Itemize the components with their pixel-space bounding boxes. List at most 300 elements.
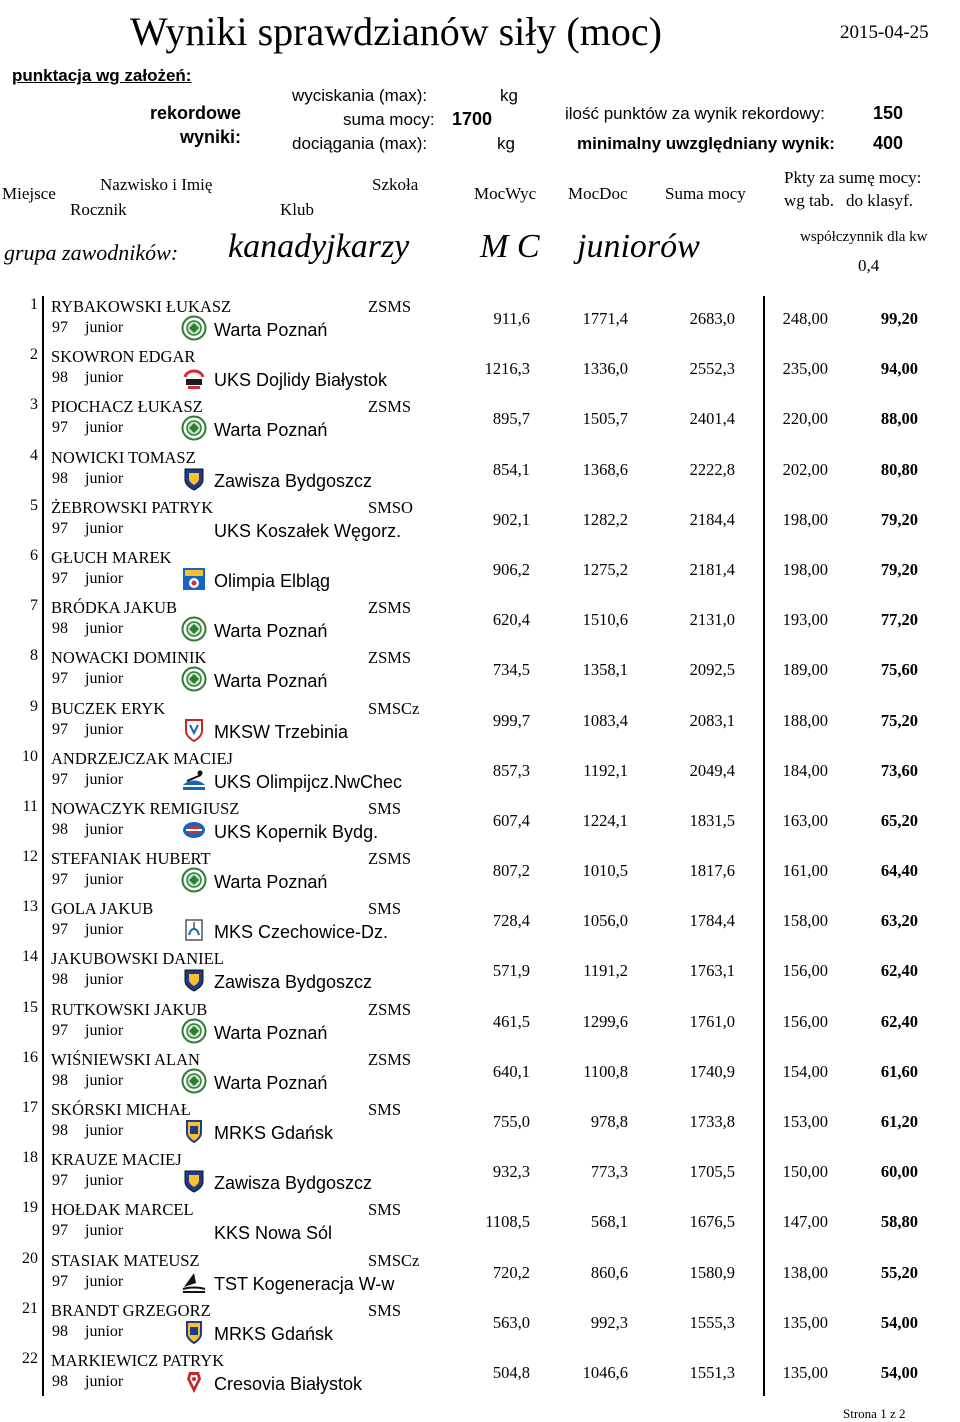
row-school: SMS <box>368 1200 402 1220</box>
row-points-klasyf: 62,40 <box>880 961 918 981</box>
row-school: ZSMS <box>368 648 412 668</box>
sum-label: suma mocy: <box>343 110 435 129</box>
table-row <box>0 1149 960 1199</box>
row-school: SMS <box>368 798 402 818</box>
row-club: UKS Olimpijcz.NwChec <box>214 771 403 792</box>
row-sum: 1784,4 <box>689 911 735 931</box>
row-points-tab: 158,00 <box>782 911 828 931</box>
col-club: Klub <box>280 200 314 219</box>
row-year: 98 <box>52 1322 68 1340</box>
row-place: 14 <box>22 948 38 966</box>
row-year: 98 <box>52 620 68 638</box>
row-place: 19 <box>22 1199 38 1217</box>
row-place: 5 <box>30 496 38 514</box>
row-mocwyc: 504,8 <box>492 1362 530 1382</box>
row-place: 18 <box>22 1149 38 1167</box>
row-category: junior <box>85 1021 124 1039</box>
row-mocwyc: 895,7 <box>492 409 530 429</box>
row-points-tab: 156,00 <box>782 1011 828 1031</box>
row-mocdoc: 1368,6 <box>582 459 628 479</box>
row-category: junior <box>85 921 124 939</box>
row-category: junior <box>85 369 124 387</box>
table-row <box>0 497 960 547</box>
row-points-klasyf: 79,20 <box>880 509 918 529</box>
row-name: RYBAKOWSKI ŁUKASZ <box>51 297 232 316</box>
row-club: TST Kogeneracja W-w <box>214 1273 395 1294</box>
coefficient-label: współczynnik dla kw <box>800 229 928 245</box>
row-category: junior <box>85 620 124 638</box>
row-school: SMS <box>368 899 402 919</box>
row-mocdoc: 1275,2 <box>582 559 628 579</box>
row-club: Warta Poznań <box>214 420 328 441</box>
row-name: GŁUCH MAREK <box>51 547 172 567</box>
group-category: M C <box>480 228 540 265</box>
row-category: junior <box>85 419 124 437</box>
table-row <box>0 447 960 497</box>
row-name: SKOWRON EDGAR <box>51 347 196 367</box>
row-place: 8 <box>30 647 38 665</box>
row-mocdoc: 1224,1 <box>582 810 628 830</box>
row-category: junior <box>85 770 124 788</box>
table-row <box>0 1350 960 1400</box>
row-points-tab: 135,00 <box>782 1362 828 1382</box>
row-year: 97 <box>52 419 68 437</box>
row-mocdoc: 1299,6 <box>582 1011 628 1031</box>
row-category: junior <box>85 1172 124 1190</box>
mrks-gdansk-logo-icon <box>181 1118 207 1144</box>
row-year: 98 <box>52 971 68 989</box>
row-category: junior <box>85 319 124 336</box>
row-points-klasyf: 63,20 <box>880 911 918 931</box>
row-mocwyc: 461,5 <box>492 1011 530 1031</box>
table-row <box>0 1049 960 1099</box>
row-category: junior <box>85 569 124 587</box>
row-name: ŻEBROWSKI PATRYK <box>51 497 214 517</box>
min-result-value: 400 <box>873 133 904 153</box>
row-year: 97 <box>52 670 68 688</box>
row-club: UKS Kopernik Bydg. <box>214 821 379 842</box>
row-club: Cresovia Białystok <box>214 1373 363 1394</box>
row-mocwyc: 911,6 <box>493 309 530 328</box>
record-points-value: 150 <box>873 103 904 123</box>
row-points-klasyf: 54,00 <box>880 1362 918 1382</box>
row-sum: 1831,5 <box>689 810 735 830</box>
row-points-klasyf: 79,20 <box>880 559 918 579</box>
table-row <box>0 948 960 998</box>
row-points-klasyf: 58,80 <box>880 1212 918 1232</box>
row-school: ZSMS <box>368 999 412 1019</box>
row-sum: 1580,9 <box>689 1262 735 1282</box>
row-club: KKS Nowa Sól <box>214 1223 333 1244</box>
row-name: BUCZEK ERYK <box>51 698 166 718</box>
row-points-tab: 235,00 <box>782 359 828 379</box>
row-category: junior <box>85 971 124 989</box>
row-points-tab: 147,00 <box>782 1212 828 1232</box>
row-mocdoc: 1336,0 <box>582 359 628 379</box>
row-mocwyc: 1216,3 <box>484 359 530 379</box>
row-place: 12 <box>22 848 38 866</box>
page-title: Wyniki sprawdzianów siły (moc) <box>130 9 662 54</box>
deadlift-label: dociągania (max): <box>292 134 428 153</box>
row-place: 2 <box>30 346 38 364</box>
row-year: 97 <box>52 519 68 537</box>
row-category: junior <box>85 469 124 487</box>
mksw-logo-icon <box>181 717 207 743</box>
warta-poznan-logo-icon <box>181 1068 207 1094</box>
row-category: junior <box>85 1372 124 1390</box>
row-sum: 2092,5 <box>689 660 735 680</box>
row-school: ZSMS <box>368 397 412 417</box>
row-category: junior <box>85 1071 124 1089</box>
row-mocwyc: 620,4 <box>492 610 530 630</box>
row-place: 16 <box>22 1048 38 1066</box>
row-points-klasyf: 54,00 <box>880 1312 918 1332</box>
row-mocdoc: 1046,6 <box>582 1362 628 1382</box>
warta-poznan-logo-icon <box>181 315 207 341</box>
row-sum: 2222,8 <box>689 459 735 479</box>
row-year: 97 <box>52 1272 68 1290</box>
row-club: UKS Koszałek Węgorz. <box>214 520 402 541</box>
row-points-tab: 163,00 <box>782 810 828 830</box>
row-sum: 1763,1 <box>689 961 735 981</box>
row-sum: 2049,4 <box>689 760 735 780</box>
table-row <box>0 296 960 346</box>
row-mocdoc: 1083,4 <box>582 710 628 730</box>
row-sum: 1740,9 <box>689 1061 735 1081</box>
row-year: 98 <box>52 1122 68 1139</box>
row-club: Olimpia Elbląg <box>214 570 331 591</box>
row-club: Warta Poznań <box>214 872 328 893</box>
date: 2015-04-25 <box>840 22 929 43</box>
row-mocwyc: 755,0 <box>492 1112 530 1131</box>
row-sum: 1705,5 <box>689 1162 735 1182</box>
row-mocwyc: 607,4 <box>492 810 530 830</box>
row-category: junior <box>85 670 124 688</box>
row-year: 97 <box>52 921 68 939</box>
row-name: NOWICKI TOMASZ <box>51 447 196 467</box>
row-category: junior <box>85 820 124 838</box>
olimpia-logo-icon <box>181 566 207 592</box>
row-name: MARKIEWICZ PATRYK <box>51 1350 225 1370</box>
col-sum: Suma mocy <box>665 184 746 203</box>
row-points-tab: 138,00 <box>782 1262 828 1282</box>
warta-poznan-logo-icon <box>181 415 207 441</box>
row-points-tab: 156,00 <box>782 961 828 981</box>
row-sum: 1551,3 <box>689 1362 735 1382</box>
row-name: BRÓDKA JAKUB <box>51 598 178 618</box>
table-row <box>0 999 960 1049</box>
group-age: juniorów <box>577 228 700 265</box>
row-points-klasyf: 75,60 <box>880 660 918 680</box>
col-wg-tab: wg tab. <box>784 191 835 210</box>
table-row <box>0 798 960 848</box>
row-place: 21 <box>22 1299 38 1317</box>
row-name: GOLA JAKUB <box>51 899 154 919</box>
row-points-tab: 161,00 <box>782 861 828 881</box>
row-club: Warta Poznań <box>214 621 328 642</box>
row-sum: 2083,1 <box>689 710 735 730</box>
sum-value: 1700 <box>452 109 493 129</box>
row-place: 22 <box>22 1349 38 1367</box>
row-mocwyc: 902,1 <box>492 509 530 529</box>
row-category: junior <box>85 519 124 537</box>
row-points-tab: 188,00 <box>782 710 828 730</box>
row-points-klasyf: 65,20 <box>880 810 918 830</box>
row-mocwyc: 563,0 <box>492 1312 530 1332</box>
row-place: 7 <box>30 597 38 615</box>
record-points-label: ilość punktów za wynik rekordowy: <box>565 104 825 123</box>
zawisza-logo-icon <box>181 967 207 993</box>
row-school: SMS <box>368 1100 402 1119</box>
deadlift-unit: kg <box>497 134 515 153</box>
row-name: KRAUZE MACIEJ <box>51 1150 182 1170</box>
row-year: 97 <box>52 319 68 336</box>
row-points-klasyf: 94,00 <box>880 359 918 379</box>
table-row <box>0 898 960 948</box>
table-row <box>0 597 960 647</box>
row-name: NOWACKI DOMINIK <box>51 648 207 668</box>
row-club: MRKS Gdańsk <box>214 1323 334 1344</box>
mrks-gdansk-logo-icon <box>181 1319 207 1345</box>
row-club: Warta Poznań <box>214 671 328 692</box>
row-sum: 1761,0 <box>689 1011 735 1031</box>
row-points-klasyf: 62,40 <box>880 1011 918 1031</box>
row-name: HOŁDAK MARCEL <box>51 1200 194 1220</box>
row-category: junior <box>85 1322 124 1340</box>
row-club: Warta Poznań <box>214 320 328 340</box>
row-points-klasyf: 99,20 <box>880 309 918 328</box>
row-mocwyc: 932,3 <box>492 1162 530 1182</box>
table-row <box>0 848 960 898</box>
row-mocdoc: 1358,1 <box>582 660 628 680</box>
row-name: PIOCHACZ ŁUKASZ <box>51 397 203 417</box>
row-sum: 1676,5 <box>689 1212 735 1232</box>
row-mocwyc: 854,1 <box>492 459 530 479</box>
kopernik-logo-icon <box>181 817 207 843</box>
row-mocdoc: 978,8 <box>590 1112 628 1131</box>
row-category: junior <box>85 1122 124 1139</box>
row-year: 98 <box>52 820 68 838</box>
table-row <box>0 1250 960 1300</box>
row-mocwyc: 906,2 <box>492 559 530 579</box>
row-mocwyc: 1108,5 <box>485 1212 530 1232</box>
row-year: 97 <box>52 1172 68 1190</box>
row-mocwyc: 807,2 <box>492 861 530 881</box>
table-row <box>0 748 960 798</box>
row-club: MKS Czechowice-Dz. <box>214 922 389 943</box>
row-mocwyc: 728,4 <box>492 911 530 931</box>
col-school: Szkoła <box>372 175 419 194</box>
row-sum: 2181,4 <box>689 559 735 579</box>
row-club: MKSW Trzebinia <box>214 721 349 742</box>
row-mocdoc: 1056,0 <box>582 911 628 931</box>
row-mocdoc: 1771,4 <box>582 309 628 328</box>
row-points-klasyf: 61,60 <box>880 1061 918 1081</box>
results-table <box>0 296 960 1400</box>
row-category: junior <box>85 871 124 889</box>
warta-poznan-logo-icon <box>181 1018 207 1044</box>
row-year: 98 <box>52 469 68 487</box>
row-points-klasyf: 73,60 <box>880 760 918 780</box>
row-points-tab: 154,00 <box>782 1061 828 1081</box>
row-place: 20 <box>22 1249 38 1267</box>
row-place: 3 <box>30 396 38 414</box>
row-school: SMSO <box>368 497 413 517</box>
row-sum: 2683,0 <box>689 309 735 328</box>
row-mocdoc: 1282,2 <box>582 509 628 529</box>
col-name: Nazwisko i Imię <box>100 175 213 194</box>
row-sum: 2131,0 <box>689 610 735 630</box>
table-row <box>0 346 960 396</box>
table-row <box>0 647 960 697</box>
row-sum: 1817,6 <box>689 861 735 881</box>
row-mocdoc: 992,3 <box>590 1312 628 1332</box>
row-place: 11 <box>22 797 38 815</box>
row-place: 4 <box>30 446 38 464</box>
row-school: ZSMS <box>368 598 412 618</box>
tst-logo-icon <box>181 1269 207 1295</box>
row-points-tab: 248,00 <box>782 309 828 328</box>
row-category: junior <box>85 1272 124 1290</box>
coefficient-value: 0,4 <box>858 256 880 275</box>
table-row <box>0 1099 960 1149</box>
row-year: 98 <box>52 369 68 387</box>
row-mocdoc: 1510,6 <box>582 610 628 630</box>
row-points-tab: 184,00 <box>782 760 828 780</box>
olimpijczyk-logo-icon <box>181 767 207 793</box>
row-place: 15 <box>22 998 38 1016</box>
row-year: 97 <box>52 569 68 587</box>
row-points-tab: 135,00 <box>782 1312 828 1332</box>
table-row <box>0 396 960 446</box>
warta-poznan-logo-icon <box>181 867 207 893</box>
row-category: junior <box>85 1222 124 1240</box>
row-mocwyc: 720,2 <box>492 1262 530 1282</box>
col-place: Miejsce <box>2 184 56 203</box>
row-mocdoc: 1100,8 <box>583 1061 628 1081</box>
table-row <box>0 1199 960 1249</box>
row-points-tab: 193,00 <box>782 610 828 630</box>
cresovia-logo-icon <box>181 1369 207 1395</box>
row-year: 97 <box>52 1222 68 1240</box>
row-points-klasyf: 75,20 <box>880 710 918 730</box>
row-year: 97 <box>52 871 68 889</box>
row-place: 17 <box>22 1099 38 1116</box>
row-name: SKÓRSKI MICHAŁ <box>51 1100 191 1119</box>
row-category: junior <box>85 720 124 738</box>
row-year: 97 <box>52 770 68 788</box>
row-mocwyc: 857,3 <box>492 760 530 780</box>
row-place: 9 <box>30 697 38 715</box>
row-mocdoc: 1505,7 <box>582 409 628 429</box>
col-points-label: Pkty za sumę mocy: <box>784 168 922 187</box>
row-year: 97 <box>52 1021 68 1039</box>
row-name: STEFANIAK HUBERT <box>51 849 211 869</box>
row-place: 13 <box>22 898 38 916</box>
bench-label: wyciskania (max): <box>292 86 428 105</box>
page-number: Strona 1 z 2 <box>843 1406 906 1421</box>
row-club: Zawisza Bydgoszcz <box>214 972 373 993</box>
row-school: ZSMS <box>368 297 412 316</box>
record-label-2: wyniki: <box>180 127 242 147</box>
row-mocdoc: 1191,2 <box>583 961 628 981</box>
row-sum: 2184,4 <box>689 509 735 529</box>
row-mocwyc: 571,9 <box>492 961 530 981</box>
zawisza-logo-icon <box>181 1168 207 1194</box>
table-row <box>0 1300 960 1350</box>
row-points-tab: 202,00 <box>782 459 828 479</box>
row-name: ANDRZEJCZAK MACIEJ <box>51 748 233 768</box>
assumptions-label: punktacja wg założeń: <box>12 66 192 85</box>
row-mocdoc: 1192,1 <box>583 760 628 780</box>
row-points-klasyf: 64,40 <box>880 861 918 881</box>
row-mocdoc: 568,1 <box>590 1212 628 1232</box>
row-name: STASIAK MATEUSZ <box>51 1250 200 1270</box>
record-label-1: rekordowe <box>150 103 242 123</box>
row-school: SMS <box>368 1300 402 1320</box>
row-points-klasyf: 80,80 <box>880 459 918 479</box>
row-school: ZSMS <box>368 1049 412 1069</box>
row-sum: 2552,3 <box>689 359 735 379</box>
row-place: 6 <box>30 546 38 564</box>
row-place: 1 <box>30 296 38 313</box>
bench-unit: kg <box>500 86 518 105</box>
col-mocwyc: MocWyc <box>474 184 537 203</box>
col-year: Rocznik <box>70 200 127 219</box>
col-mocdoc: MocDoc <box>568 184 628 203</box>
row-points-tab: 189,00 <box>782 660 828 680</box>
row-club: Zawisza Bydgoszcz <box>214 1173 373 1194</box>
row-mocdoc: 1010,5 <box>582 861 628 881</box>
row-name: BRANDT GRZEGORZ <box>51 1300 211 1320</box>
row-points-tab: 198,00 <box>782 559 828 579</box>
row-mocdoc: 773,3 <box>590 1162 628 1182</box>
row-mocwyc: 640,1 <box>492 1061 530 1081</box>
row-year: 97 <box>52 720 68 738</box>
row-mocwyc: 999,7 <box>492 710 530 730</box>
row-sum: 1733,8 <box>689 1112 735 1131</box>
row-points-klasyf: 60,00 <box>880 1162 918 1182</box>
table-row <box>0 547 960 597</box>
zawisza-logo-icon <box>181 466 207 492</box>
row-mocdoc: 860,6 <box>590 1262 628 1282</box>
row-name: WIŚNIEWSKI ALAN <box>51 1049 200 1069</box>
row-points-klasyf: 55,20 <box>880 1262 918 1282</box>
row-club: MRKS Gdańsk <box>214 1123 334 1143</box>
row-club: Zawisza Bydgoszcz <box>214 470 373 491</box>
row-name: NOWACZYK REMIGIUSZ <box>51 798 240 818</box>
row-club: Warta Poznań <box>214 1022 328 1043</box>
row-sum: 2401,4 <box>689 409 735 429</box>
group-label: grupa zawodników: <box>4 240 179 265</box>
row-sum: 1555,3 <box>689 1312 735 1332</box>
row-name: JAKUBOWSKI DANIEL <box>51 949 224 969</box>
row-points-tab: 220,00 <box>782 409 828 429</box>
row-school: ZSMS <box>368 849 412 869</box>
row-points-klasyf: 88,00 <box>880 409 918 429</box>
row-points-tab: 150,00 <box>782 1162 828 1182</box>
min-result-label: minimalny uwzględniany wynik: <box>577 134 835 153</box>
mks-czechowice-logo-icon <box>181 917 207 943</box>
row-year: 98 <box>52 1372 68 1390</box>
row-club: UKS Dojlidy Białystok <box>214 370 388 391</box>
row-points-klasyf: 77,20 <box>880 610 918 630</box>
row-mocwyc: 734,5 <box>492 660 530 680</box>
col-do-klasyf: do klasyf. <box>846 191 914 210</box>
row-points-tab: 198,00 <box>782 509 828 529</box>
group-type: kanadyjkarzy <box>228 228 410 265</box>
table-row <box>0 698 960 748</box>
